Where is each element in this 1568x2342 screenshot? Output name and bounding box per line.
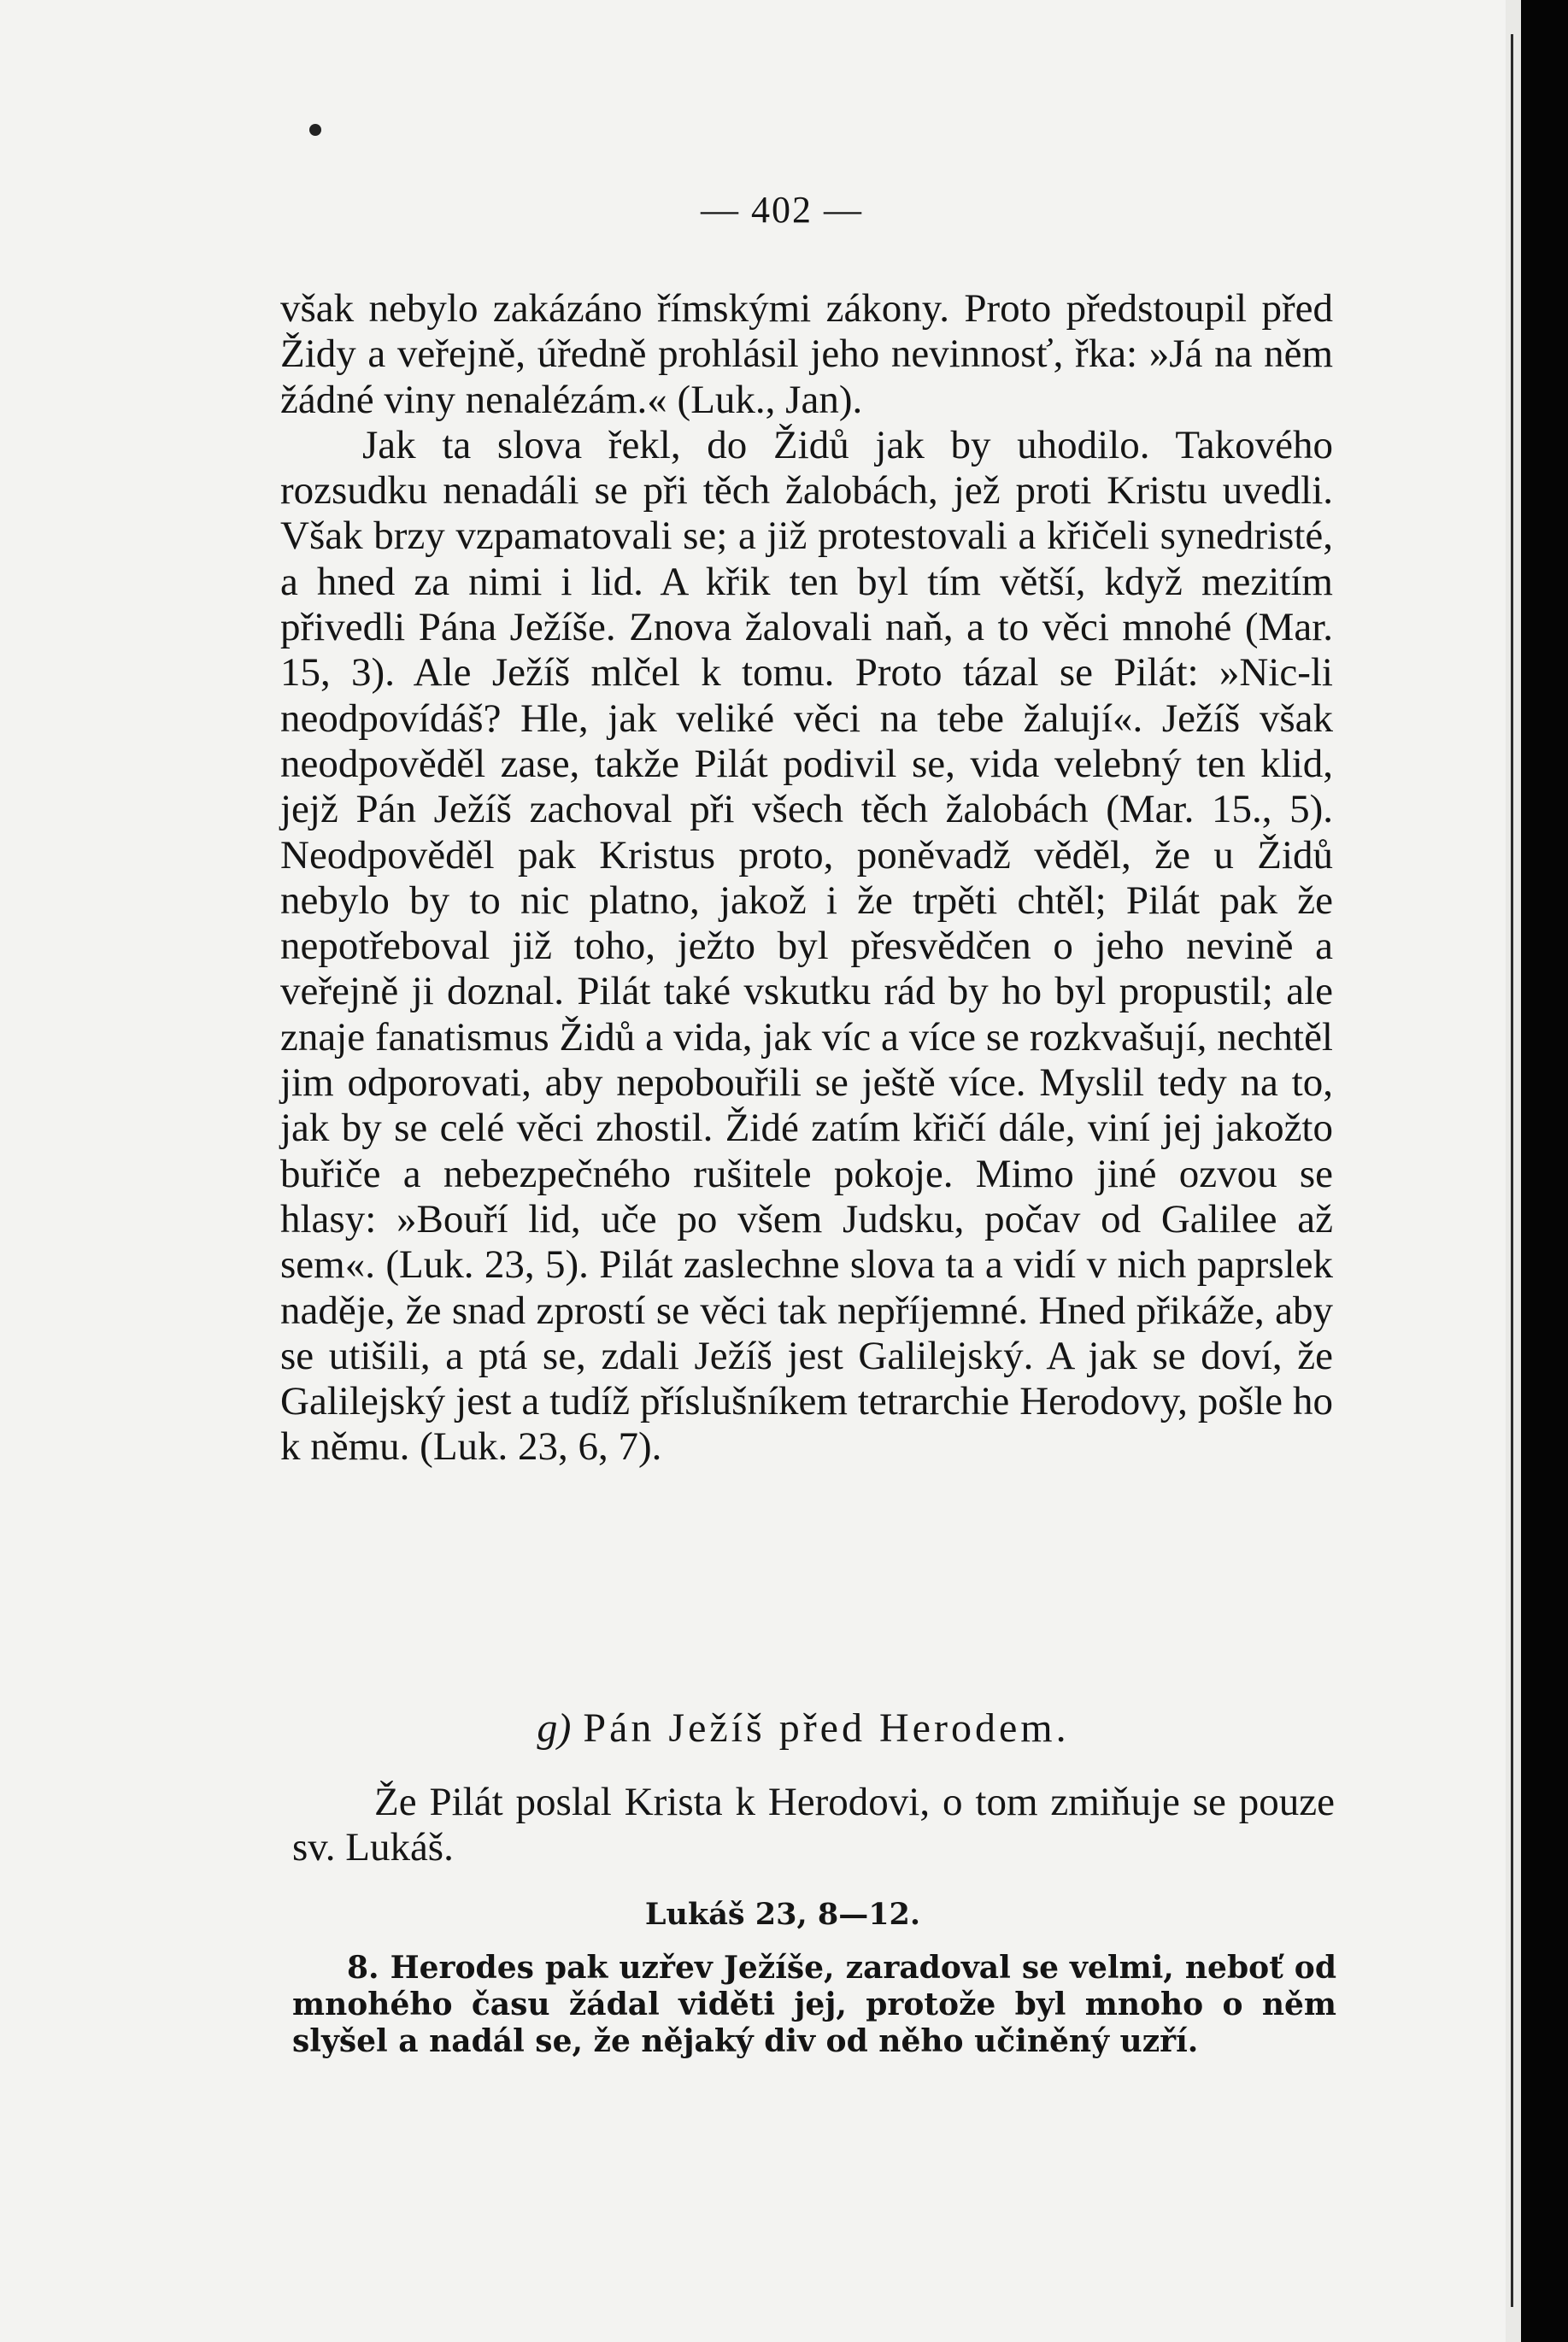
- section-label: g): [537, 1705, 572, 1751]
- paragraph-2: Jak ta slova řekl, do Židů jak by uhodilo. Takového rozsudku nenadáli se při těch žalobách, jež proti Kristu uvedli. Však brzy vzpamatovali se; a již protestovali a křičeli synedristé, a hned za nimi i lid. A křik ten byl tím větší, když mezitím přivedli Pána Ježíše. Znova žalovali naň, a to věci mnohé (Mar. 15, 3). Ale Ježíš mlčel k tomu. Proto tázal se Pilát: »Nic-li neodpovídáš? Hle, jak veliké věci na tebe žalují«. Ježíš však neodpověděl zase, takže Pilát podivil se, vida velebný ten klid, jejž Pán Ježíš zachoval při všech těch žalobách (Mar. 15., 5). Neodpověděl pak Kristus proto, poněvadž věděl, že u Židů nebylo by to nic platno, jakož i že trpěti chtěl; Pilát pak že nepotřeboval již toho, ježto byl přesvědčen o jeho nevině a veřejně ji doznal. Pilát také vskutku rád by ho byl propustil; ale znaje fanatismus Židů a vida, jak víc a více se rozkvašují, nechtěl jim odporovati, aby nepobouřili se ještě více. Myslil tedy na to, jak by se celé věci zhostil. Židé zatím křičí dále, viní jej jakožto buřiče a nebezpečného rušitele pokoje. Mimo jiné ozvou se hlasy: »Bouří lid, uče po všem Judsku, počav od Galilee až sem«. (Luk. 23, 5). Pilát zaslechne slova ta a vidí v nich paprslek naděje, že snad zprostí se věci tak nepříjemné. Hned přikáže, aby se utišili, a ptá se, zdali Ježíš jest Galilejský. A jak se doví, že Galilejský jest a tudíž příslušníkem tetrarchie Herodovy, pošle ho k němu. (Luk. 23, 6, 7).: [280, 422, 1333, 1470]
- paragraph-1: však nebylo zakázáno římskými zákony. Proto předstoupil před Židy a veřejně, úředně prohlásil jeho nevinnosť, řka: »Já na něm žádné viny nenalézám.« (Luk., Jan).: [280, 286, 1333, 422]
- section-title: Pán Ježíš před Herodem.: [583, 1705, 1070, 1751]
- section-intro: [292, 1780, 1335, 1870]
- page-edge: [1506, 0, 1521, 2342]
- binding-line: [1511, 34, 1513, 2307]
- main-text: [280, 286, 1333, 1470]
- page-number: — 402 —: [701, 189, 863, 231]
- scripture-verse: [292, 1950, 1336, 2060]
- ink-speck: [309, 124, 321, 136]
- verse-8: 8. Herodes pak uzřev Ježíše, zaradoval se velmi, neboť od mnohého času žádal viděti jej, protože byl mnoho o něm slyšel a nadál se, že nějaký div od něho učiněný uzří.: [292, 1950, 1336, 2059]
- scripture-citation: Lukáš 23, 8—12.: [644, 1897, 921, 1932]
- section-heading: [0, 1705, 1506, 1752]
- section-intro-text: Že Pilát poslal Krista k Herodovi, o tom zmiňuje se pouze sv. Lukáš.: [292, 1780, 1335, 1869]
